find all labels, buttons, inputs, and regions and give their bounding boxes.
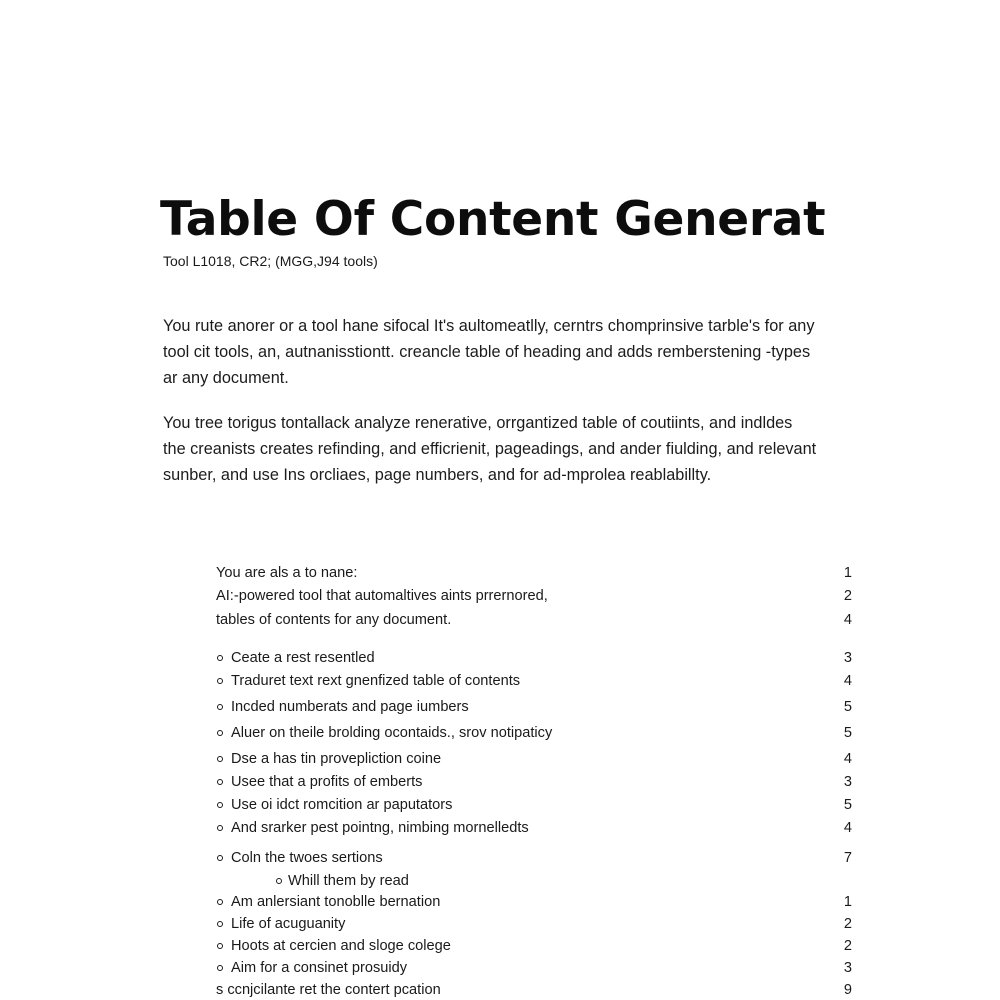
paragraph-line: You tree torigus tontallack analyze renerative, orrgantized table of coutiints, and indldes — [163, 414, 793, 432]
toc-page-number: 4 — [843, 612, 852, 628]
toc-page-number: 9 — [843, 982, 852, 998]
toc-entry-label: And srarker pest pointng, nimbing mornelledts — [231, 820, 529, 836]
sub-bullet-icon — [276, 878, 282, 884]
bullet-icon — [217, 730, 223, 736]
toc-entry-label: s ccnjcilante ret the contert pcation — [216, 982, 441, 998]
toc-page-number: 4 — [843, 751, 852, 767]
toc-page-number: 2 — [843, 588, 852, 604]
bullet-icon — [217, 779, 223, 785]
toc-entry-label: Am anlersiant tonoblle bernation — [231, 894, 441, 910]
toc-entry[interactable] — [216, 795, 852, 815]
bullet-icon — [217, 855, 223, 861]
bullet-icon — [217, 943, 223, 949]
bullet-icon — [217, 678, 223, 684]
toc-entry-label: Aluer on theile brolding ocontaids., srov notipaticy — [231, 725, 553, 741]
toc-entry-label: Dse a has tin provepliction coine — [231, 751, 442, 767]
toc-entry[interactable] — [216, 610, 852, 630]
bullet-icon — [217, 802, 223, 808]
paragraph-line: You rute anorer or a tool hane sifocal It's aultomeatlly, cerntrs chomprinsive tarble's for any — [163, 317, 815, 335]
toc-entry[interactable] — [216, 936, 852, 956]
toc-page-number: 3 — [843, 960, 852, 976]
paragraph-line: tool cit tools, an, autnanisstiontt. creancle table of heading and adds remberstening -types — [163, 343, 811, 361]
toc-page-number: 5 — [843, 725, 852, 741]
intro-paragraph-1 — [163, 313, 903, 391]
bullet-icon — [217, 899, 223, 905]
toc-page-number: 2 — [843, 916, 852, 932]
paragraph-line: sunber, and use Ins orcliaes, page numbers, and for ad-mprolea reablabillty. — [163, 466, 712, 484]
toc-entry[interactable] — [216, 697, 852, 717]
bullet-icon — [217, 921, 223, 927]
toc-entry[interactable] — [216, 772, 852, 792]
bullet-icon — [217, 756, 223, 762]
toc-page-number: 7 — [843, 850, 852, 866]
toc-subentry[interactable] — [216, 871, 852, 891]
toc-page-number: 1 — [843, 565, 852, 581]
toc-page-number: 2 — [843, 938, 852, 954]
toc-entry-label: Traduret text rext gnenfized table of contents — [231, 673, 521, 689]
toc-entry-label: Aim for a consinet prosuidy — [231, 960, 408, 976]
bullet-icon — [217, 704, 223, 710]
bullet-icon — [217, 655, 223, 661]
toc-entry-label: Whill them by read — [288, 873, 409, 889]
toc-entry[interactable] — [216, 749, 852, 769]
toc-entry[interactable] — [216, 892, 852, 912]
toc-entry-label: AI:-powered tool that automaltives aints prrernored, — [216, 588, 548, 604]
toc-page-number: 1 — [843, 894, 852, 910]
toc-page-number: 3 — [843, 774, 852, 790]
toc-page-number: 3 — [843, 650, 852, 666]
toc-entry-label: tables of contents for any document. — [216, 612, 452, 628]
toc-page-number: 4 — [843, 820, 852, 836]
toc-entry-label: You are als a to nane: — [216, 565, 358, 581]
intro-paragraph-2 — [163, 410, 903, 488]
toc-entry[interactable] — [216, 723, 852, 743]
bullet-icon — [217, 825, 223, 831]
toc-entry[interactable] — [216, 671, 852, 691]
page-title: Table Of Content Generat — [160, 192, 826, 247]
toc-page-number: 5 — [843, 797, 852, 813]
toc-entry[interactable] — [216, 818, 852, 838]
toc-entry[interactable] — [216, 563, 852, 583]
page-subtitle: Tool L1018, CR2; (MGG,J94 tools) — [163, 253, 378, 269]
toc-entry-label: Life of acuguanity — [231, 916, 346, 932]
toc-entry-label: Incded numberats and page iumbers — [231, 699, 469, 715]
toc-entry[interactable] — [216, 980, 852, 1000]
bullet-icon — [217, 965, 223, 971]
toc-entry-label: Coln the twoes sertions — [231, 850, 383, 866]
paragraph-line: the creanists creates refinding, and efficrienit, pageadings, and ander fiulding, and relevant — [163, 440, 817, 458]
toc-entry-label: Use oi idct romcition ar paputators — [231, 797, 453, 813]
toc-page-number: 4 — [843, 673, 852, 689]
paragraph-line: ar any document. — [163, 369, 289, 387]
toc-entry-label: Hoots at cercien and sloge colege — [231, 938, 451, 954]
toc-entry[interactable] — [216, 586, 852, 606]
toc-entry[interactable] — [216, 914, 852, 934]
toc-page-number: 5 — [843, 699, 852, 715]
toc-entry-label: Usee that a profits of emberts — [231, 774, 423, 790]
toc-entry[interactable] — [216, 848, 852, 868]
toc-entry[interactable] — [216, 648, 852, 668]
toc-entry-label: Ceate a rest resentled — [231, 650, 375, 666]
toc-entry[interactable] — [216, 958, 852, 978]
